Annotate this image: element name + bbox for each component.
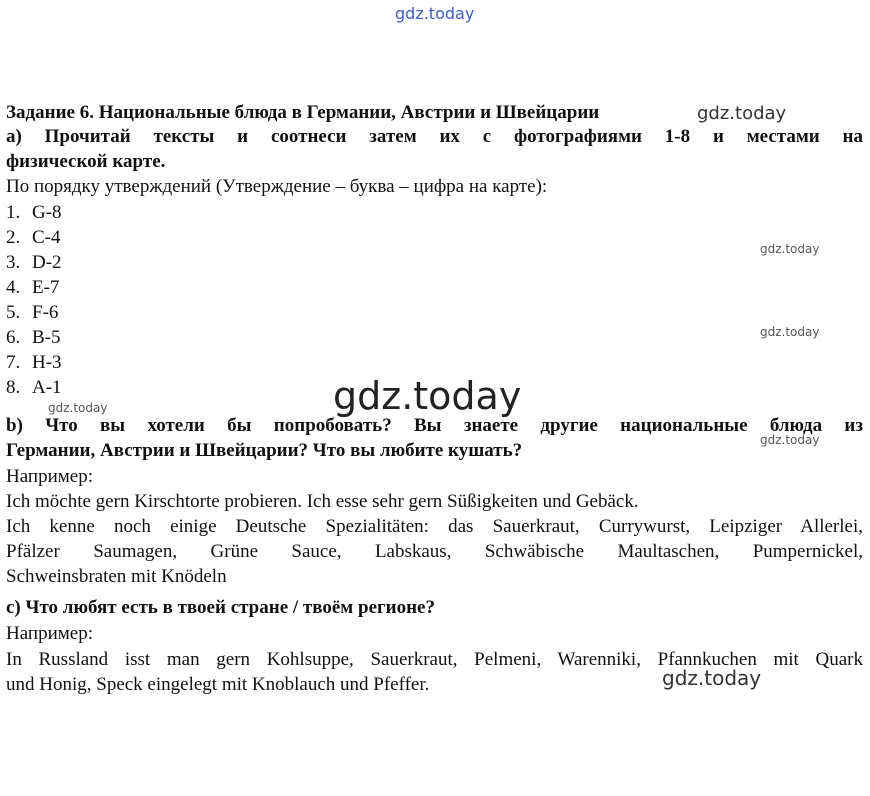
watermark-small-3: gdz.today (48, 401, 108, 415)
part-b-text-2-cont: Pfälzer Saumagen, Grüne Sauce, Labskaus, Schwäbische Maultaschen, Pumpernickel, (6, 541, 863, 562)
example-label-c: Например: (6, 623, 93, 644)
answer-item: 1. G-8 (6, 202, 62, 223)
part-b-text-2: Ich kenne noch einige Deutsche Spezialitäten: das Sauerkraut, Currywurst, Leipziger Allerlei, (6, 516, 863, 537)
watermark-small-4: gdz.today (760, 433, 820, 447)
order-note: По порядку утверждений (Утверждение – буква – цифра на карте): (6, 176, 548, 197)
watermark-small-2: gdz.today (760, 325, 820, 339)
task-title: Задание 6. Национальные блюда в Германии, Австрии и Швейцарии (6, 102, 600, 123)
part-c-text-cont: und Honig, Speck eingelegt mit Knoblauch und Pfeffer. (6, 674, 430, 695)
watermark-top: gdz.today (395, 4, 475, 23)
answers-list (6, 200, 62, 400)
watermark-small-1: gdz.today (760, 242, 820, 256)
part-c-heading: c) Что любят есть в твоей стране / твоём регионе? (6, 597, 435, 618)
answer-item: 6. B-5 (6, 327, 61, 348)
answer-item: 2. C-4 (6, 227, 61, 248)
answer-item: 8. A-1 (6, 377, 62, 398)
answer-item: 7. H-3 (6, 352, 62, 373)
part-b-text-1: Ich möchte gern Kirschtorte probieren. Ich esse sehr gern Süßigkeiten und Gebäck. (6, 491, 639, 512)
answer-item: 4. E-7 (6, 277, 60, 298)
part-a-heading: а) Прочитай тексты и соотнеси затем их с фотографиями 1-8 и местами на (6, 126, 863, 147)
example-label-b: Например: (6, 466, 93, 487)
part-c-text: In Russland isst man gern Kohlsuppe, Sauerkraut, Pelmeni, Warenniki, Pfannkuchen mit Quark (6, 649, 863, 670)
part-b-heading: b) Что вы хотели бы попробовать? Вы знаете другие национальные блюда из (6, 415, 863, 436)
watermark-title: gdz.today (697, 103, 787, 124)
part-b-text-2-end: Schweinsbraten mit Knödeln (6, 566, 227, 587)
watermark-bottom: gdz.today (662, 666, 762, 690)
part-a-heading-cont: физической карте. (6, 151, 166, 172)
answer-item: 5. F-6 (6, 302, 59, 323)
part-b-heading-cont: Германии, Австрии и Швейцарии? Что вы любите кушать? (6, 440, 523, 461)
answer-item: 3. D-2 (6, 252, 62, 273)
watermark-big: gdz.today (333, 374, 522, 418)
